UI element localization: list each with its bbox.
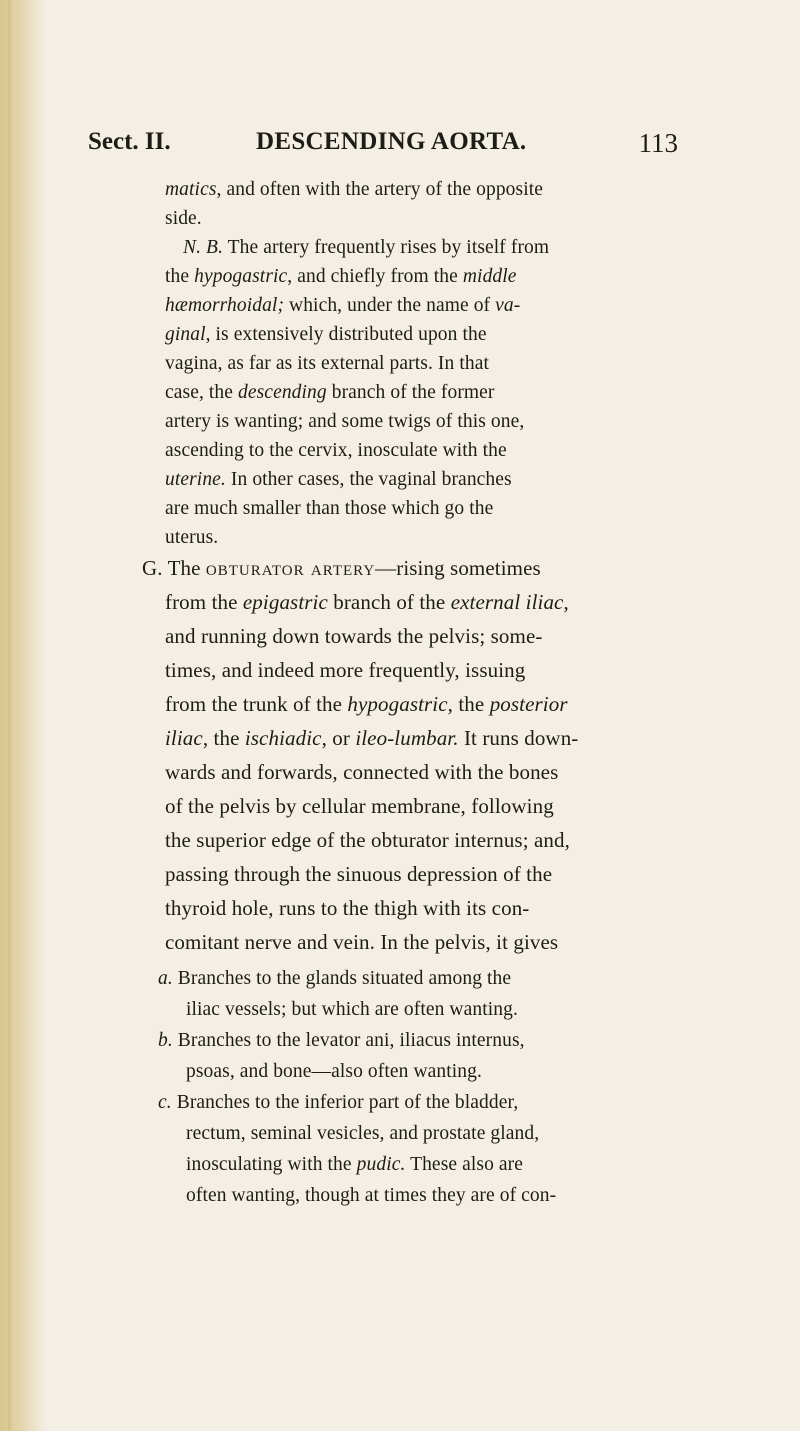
- text-run: Branches to the levator ani, iliacus internus,: [172, 1030, 525, 1051]
- text-run: often wanting, though at times they are of con-: [186, 1185, 557, 1206]
- text-run: psoas, and bone—also often wanting.: [186, 1061, 482, 1082]
- text-line: [158, 965, 511, 993]
- italic-text: posterior: [489, 692, 568, 716]
- italic-text: b.: [158, 1030, 173, 1051]
- text-line: [165, 860, 552, 888]
- italic-text: hypogastric: [194, 266, 288, 287]
- text-line: [165, 263, 517, 291]
- text-run: Branches to the glands situated among the: [172, 968, 512, 989]
- text-run: vagina, as far as its external parts. In that: [165, 353, 489, 374]
- text-run: ascending to the cervix, inosculate with the: [165, 440, 507, 461]
- text-line: [165, 176, 543, 204]
- text-run: times, and indeed more frequently, issuing: [165, 658, 526, 682]
- text-line: [186, 1120, 539, 1148]
- text-line: [158, 1089, 518, 1117]
- text-run: wards and forwards, connected with the bones: [165, 760, 559, 784]
- italic-text: c.: [158, 1092, 172, 1113]
- text-line: [165, 437, 507, 465]
- text-line: [183, 234, 549, 262]
- text-run: and running down towards the pelvis; some-: [165, 624, 543, 648]
- text-line: [186, 1058, 482, 1086]
- text-line: [165, 724, 578, 752]
- text-run: , is extensively distributed upon the: [205, 324, 487, 345]
- text-line: [165, 408, 524, 436]
- italic-text: epigastric: [242, 590, 328, 614]
- italic-text: N. B.: [183, 237, 224, 258]
- italic-text: ileo-lumbar.: [355, 726, 459, 750]
- italic-text: external iliac: [450, 590, 564, 614]
- text-run: thyroid hole, runs to the thigh with its con-: [165, 896, 530, 920]
- italic-text: va-: [495, 295, 521, 316]
- text-run: The artery frequently rises by itself from: [223, 237, 550, 258]
- text-run: passing through the sinuous depression of the: [165, 862, 553, 886]
- page-title: DESCENDING AORTA.: [256, 128, 527, 155]
- page-binding-edge: [0, 0, 46, 1431]
- text-line: [165, 622, 542, 650]
- text-run: It runs down-: [458, 726, 579, 750]
- text-run: , and often with the artery of the opposite: [216, 179, 544, 200]
- text-run: , and chiefly from the: [287, 266, 463, 287]
- text-line: [165, 466, 512, 494]
- text-line: [165, 524, 218, 552]
- text-run: ,: [563, 590, 569, 614]
- text-run: , or: [321, 726, 356, 750]
- text-run: from the trunk of the: [165, 692, 348, 716]
- text-line: [165, 350, 489, 378]
- italic-text: pudic.: [356, 1154, 406, 1175]
- text-line: [158, 1027, 525, 1055]
- text-run: artery is wanting; and some twigs of this one,: [165, 411, 525, 432]
- text-run: , the: [447, 692, 490, 716]
- text-line: [165, 826, 570, 854]
- text-line: [165, 894, 529, 922]
- text-line: [186, 996, 518, 1024]
- text-run: rectum, seminal vesicles, and prostate gland,: [186, 1123, 540, 1144]
- text-line: [165, 292, 520, 320]
- text-line: [165, 321, 487, 349]
- text-run: the superior edge of the obturator internus; and,: [165, 828, 570, 852]
- italic-text: middle: [462, 266, 517, 287]
- text-run: , the: [202, 726, 245, 750]
- text-line: [165, 656, 525, 684]
- italic-text: iliac: [165, 726, 203, 750]
- text-line: [165, 588, 569, 616]
- text-run: comitant nerve and vein. In the pelvis, it gives: [165, 930, 559, 954]
- text-line: [165, 205, 202, 233]
- text-line: [165, 792, 554, 820]
- text-run: These also are: [405, 1154, 524, 1175]
- italic-text: matics: [165, 179, 217, 200]
- text-run: G. The: [142, 556, 206, 580]
- italic-text: uterine.: [165, 469, 226, 490]
- text-line: [142, 554, 541, 582]
- italic-text: hæmorrhoidal;: [165, 295, 285, 316]
- text-run: of the pelvis by cellular membrane, following: [165, 794, 554, 818]
- text-run: Branches to the inferior part of the bladder,: [171, 1092, 519, 1113]
- text-run: uterus.: [165, 527, 219, 548]
- section-label: Sect. II.: [88, 128, 171, 155]
- text-run: —rising sometimes: [375, 556, 541, 580]
- text-line: [186, 1151, 523, 1179]
- text-run: branch of the: [327, 590, 451, 614]
- text-run: which, under the name of: [284, 295, 496, 316]
- text-run: from the: [165, 590, 243, 614]
- text-run: side.: [165, 208, 202, 229]
- text-line: [186, 1182, 556, 1210]
- italic-text: ischiadic: [244, 726, 322, 750]
- italic-text: a.: [158, 968, 173, 989]
- text-run: branch of the former: [326, 382, 495, 403]
- running-header: [88, 128, 690, 172]
- italic-text: descending: [238, 382, 327, 403]
- text-line: [165, 690, 568, 718]
- text-run: inosculating with the: [186, 1154, 357, 1175]
- text-run: case, the: [165, 382, 239, 403]
- text-line: [165, 758, 558, 786]
- text-line: [165, 379, 495, 407]
- text-line: [165, 495, 493, 523]
- text-run: iliac vessels; but which are often wanting.: [186, 999, 518, 1020]
- small-caps-text: obturator artery: [205, 556, 376, 580]
- page-number: 113: [638, 128, 678, 158]
- text-run: are much smaller than those which go the: [165, 498, 494, 519]
- text-run: the: [165, 266, 195, 287]
- italic-text: hypogastric: [347, 692, 448, 716]
- text-line: [165, 928, 558, 956]
- italic-text: ginal: [165, 324, 206, 345]
- text-run: In other cases, the vaginal branches: [225, 469, 512, 490]
